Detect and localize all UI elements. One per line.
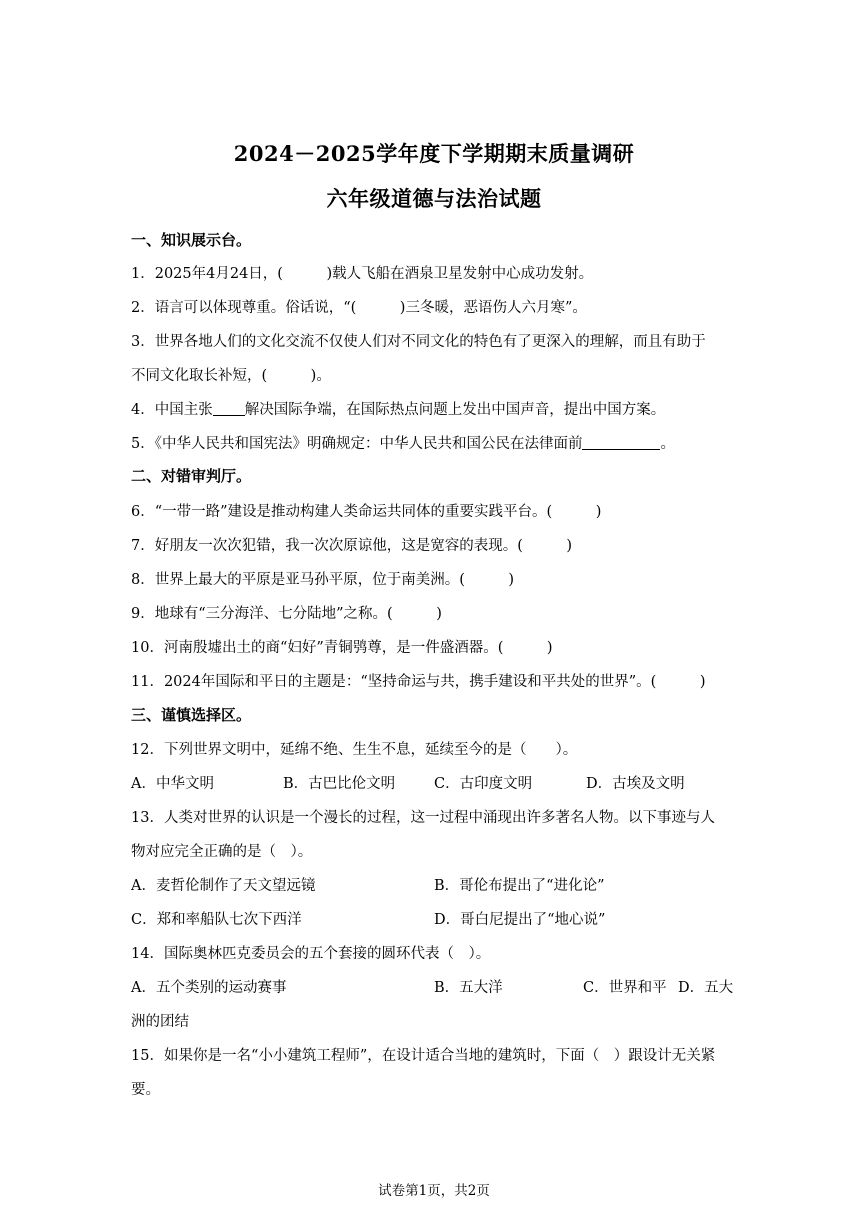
q12-option-a: A．中华文明 xyxy=(131,776,214,792)
question-1: 1．2025年4月24日，( )载人飞船在酒泉卫星发射中心成功发射。 xyxy=(131,266,594,282)
question-4-prefix: 4．中国主张 xyxy=(131,402,213,418)
q13-option-c: C．郑和率船队七次下西洋 xyxy=(131,912,302,928)
exam-title: 2024－2025学年度下学期期末质量调研 xyxy=(233,141,635,166)
question-5-prefix: 5．《中华人民共和国宪法》明确规定：中华人民共和国公民在法律面前 xyxy=(131,436,583,452)
section-heading-1: 一、知识展示台。 xyxy=(131,231,252,249)
question-9: 9．地球有“三分海洋、七分陆地”之称。( ) xyxy=(131,606,442,622)
q12-option-d: D．古埃及文明 xyxy=(586,776,685,792)
question-6: 6．“一带一路”建设是推动构建人类命运共同体的重要实践平台。( ) xyxy=(131,504,602,520)
q14-option-a: A．五个类别的运动赛事 xyxy=(131,980,287,996)
q14-option-d-continued: 洲的团结 xyxy=(131,1014,189,1030)
q14-option-d: D．五大 xyxy=(678,980,734,996)
question-5 xyxy=(131,432,675,453)
page-footer: 试卷第1页，共2页 xyxy=(378,1183,490,1199)
section-heading-2: 二、对错审判厅。 xyxy=(131,467,252,485)
question-8: 8．世界上最大的平原是亚马孙平原，位于南美洲。( ) xyxy=(131,572,515,588)
q13-option-a: A．麦哲伦制作了天文望远镜 xyxy=(131,878,316,894)
question-14: 14．国际奥林匹克委员会的五个套接的圆环代表（ ）。 xyxy=(131,946,491,962)
q12-option-b: B．古巴比伦文明 xyxy=(283,776,396,792)
question-15-line-1: 15．如果你是一名“小小建筑工程师”，在设计适合当地的建筑时，下面（ ）跟设计无关紧 xyxy=(131,1048,716,1064)
question-13-line-2: 物对应完全正确的是（ ）。 xyxy=(131,844,313,860)
question-11: 11．2024年国际和平日的主题是：“坚持命运与共，携手建设和平共处的世界”。( ) xyxy=(131,674,706,690)
q12-option-c: C．古印度文明 xyxy=(434,776,533,792)
q13-option-b: B．哥伦布提出了“进化论” xyxy=(434,878,605,894)
question-4 xyxy=(131,398,665,419)
q14-option-c: C．世界和平 xyxy=(583,980,667,996)
exam-subtitle: 六年级道德与法治试题 xyxy=(326,186,542,211)
question-2: 2．语言可以体现尊重。俗话说，“( )三冬暖，恶语伤人六月寒”。 xyxy=(131,300,587,316)
question-4-suffix: 解决国际争端，在国际热点问题上发出中国声音，提出中国方案。 xyxy=(244,402,666,418)
question-7: 7．好朋友一次次犯错，我一次次原谅他，这是宽容的表现。( ) xyxy=(131,538,573,554)
question-3-line-1: 3．世界各地人们的文化交流不仅使人们对不同文化的特色有了更深入的理解，而且有助于 xyxy=(131,334,706,350)
q13-option-d: D．哥白尼提出了“地心说” xyxy=(434,912,606,928)
answer-blank xyxy=(582,435,660,450)
question-12: 12．下列世界文明中，延绵不绝、生生不息，延续至今的是（ ）。 xyxy=(131,742,578,758)
question-13-line-1: 13．人类对世界的认识是一个漫长的过程，这一过程中涌现出许多著名人物。以下事迹与人 xyxy=(131,810,715,826)
question-5-suffix: 。 xyxy=(660,436,675,452)
q14-option-b: B．五大洋 xyxy=(434,980,503,996)
section-heading-3: 三、谨慎选择区。 xyxy=(131,706,252,724)
question-15-line-2: 要。 xyxy=(131,1082,160,1098)
question-10: 10．河南殷墟出土的商“妇好”青铜鸮尊，是一件盛酒器。( ) xyxy=(131,640,553,656)
answer-blank xyxy=(213,401,245,416)
question-3-line-2: 不同文化取长补短，( )。 xyxy=(131,368,331,384)
